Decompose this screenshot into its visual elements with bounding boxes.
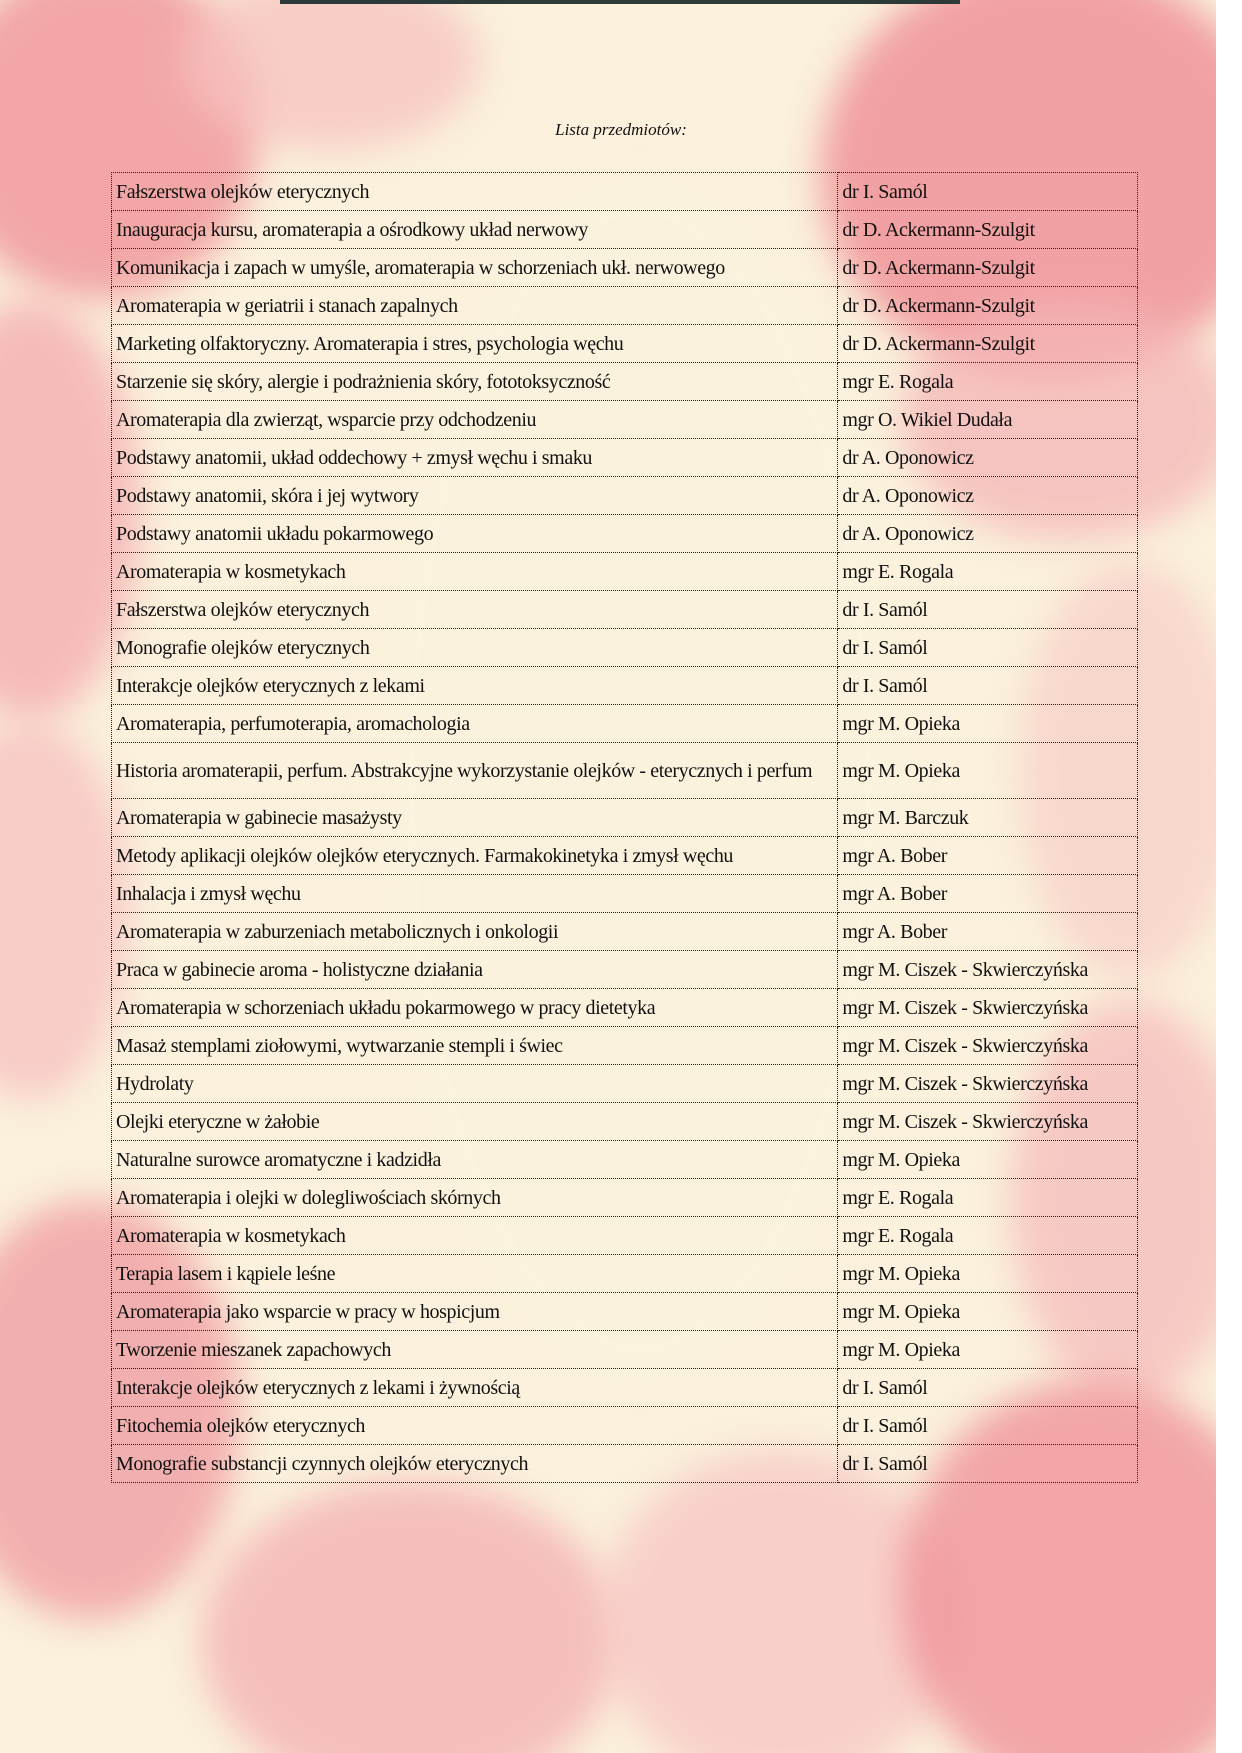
- lecturer-cell: mgr M. Opieka: [838, 743, 1138, 799]
- subject-cell: Aromaterapia w gabinecie masażysty: [112, 799, 838, 837]
- lecturer-cell: mgr M. Ciszek - Skwierczyńska: [838, 989, 1138, 1027]
- subject-cell: Masaż stemplami ziołowymi, wytwarzanie stempli i świec: [112, 1027, 838, 1065]
- table-row: [112, 1331, 1138, 1369]
- lecturer-cell: mgr E. Rogala: [838, 1179, 1138, 1217]
- lecturer-cell: mgr A. Bober: [838, 913, 1138, 951]
- subject-cell: Marketing olfaktoryczny. Aromaterapia i stres, psychologia węchu: [112, 325, 838, 363]
- subject-cell: Monografie substancji czynnych olejków eterycznych: [112, 1445, 838, 1483]
- table-row: [112, 287, 1138, 325]
- lecturer-cell: mgr O. Wikiel Dudała: [838, 401, 1138, 439]
- lecturer-cell: dr A. Oponowicz: [838, 515, 1138, 553]
- subject-cell: Podstawy anatomii układu pokarmowego: [112, 515, 838, 553]
- lecturer-cell: dr I. Samól: [838, 591, 1138, 629]
- subject-cell: Metody aplikacji olejków olejków eterycznych. Farmakokinetyka i zmysł węchu: [112, 837, 838, 875]
- subject-cell: Podstawy anatomii, układ oddechowy + zmysł węchu i smaku: [112, 439, 838, 477]
- subject-cell: Monografie olejków eterycznych: [112, 629, 838, 667]
- table-row: [112, 439, 1138, 477]
- subject-cell: Fałszerstwa olejków eterycznych: [112, 173, 838, 211]
- table-row: [112, 1103, 1138, 1141]
- lecturer-cell: mgr M. Opieka: [838, 705, 1138, 743]
- lecturer-cell: dr I. Samól: [838, 173, 1138, 211]
- lecturer-cell: dr I. Samól: [838, 1445, 1138, 1483]
- table-row: [112, 1027, 1138, 1065]
- subject-cell: Aromaterapia, perfumoterapia, aromachologia: [112, 705, 838, 743]
- lecturer-cell: dr A. Oponowicz: [838, 439, 1138, 477]
- table-row: [112, 553, 1138, 591]
- subject-cell: Aromaterapia w geriatrii i stanach zapalnych: [112, 287, 838, 325]
- subject-cell: Fałszerstwa olejków eterycznych: [112, 591, 838, 629]
- lecturer-cell: mgr M. Opieka: [838, 1293, 1138, 1331]
- subject-cell: Interakcje olejków eterycznych z lekami i żywnością: [112, 1369, 838, 1407]
- lecturer-cell: mgr M. Ciszek - Skwierczyńska: [838, 951, 1138, 989]
- table-row: [112, 591, 1138, 629]
- subject-cell: Podstawy anatomii, skóra i jej wytwory: [112, 477, 838, 515]
- table-row: [112, 1293, 1138, 1331]
- table-row: [112, 629, 1138, 667]
- table-row: [112, 837, 1138, 875]
- table-row: [112, 1255, 1138, 1293]
- lecturer-cell: mgr M. Ciszek - Skwierczyńska: [838, 1027, 1138, 1065]
- lecturer-cell: mgr A. Bober: [838, 837, 1138, 875]
- lecturer-cell: mgr A. Bober: [838, 875, 1138, 913]
- subject-cell: Interakcje olejków eterycznych z lekami: [112, 667, 838, 705]
- subjects-table: [111, 172, 1138, 1483]
- table-row: [112, 363, 1138, 401]
- table-row: [112, 667, 1138, 705]
- table-row: [112, 1445, 1138, 1483]
- subject-cell: Starzenie się skóry, alergie i podrażnienia skóry, fototoksyczność: [112, 363, 838, 401]
- subject-cell: Aromaterapia w kosmetykach: [112, 1217, 838, 1255]
- table-row: [112, 173, 1138, 211]
- lecturer-cell: dr D. Ackermann-Szulgit: [838, 325, 1138, 363]
- lecturer-cell: mgr M. Ciszek - Skwierczyńska: [838, 1103, 1138, 1141]
- lecturer-cell: mgr M. Opieka: [838, 1141, 1138, 1179]
- subject-cell: Historia aromaterapii, perfum. Abstrakcyjne wykorzystanie olejków - eterycznych i perfum: [112, 743, 838, 799]
- table-row: [112, 799, 1138, 837]
- table-row: [112, 401, 1138, 439]
- table-row: [112, 1217, 1138, 1255]
- lecturer-cell: dr I. Samól: [838, 1407, 1138, 1445]
- subject-cell: Aromaterapia w zaburzeniach metabolicznych i onkologii: [112, 913, 838, 951]
- subject-cell: Fitochemia olejków eterycznych: [112, 1407, 838, 1445]
- table-row: [112, 705, 1138, 743]
- subject-cell: Aromaterapia w kosmetykach: [112, 553, 838, 591]
- table-row: [112, 913, 1138, 951]
- lecturer-cell: dr D. Ackermann-Szulgit: [838, 287, 1138, 325]
- subject-cell: Praca w gabinecie aroma - holistyczne działania: [112, 951, 838, 989]
- table-row: [112, 1065, 1138, 1103]
- table-row: [112, 875, 1138, 913]
- subject-cell: Aromaterapia i olejki w dolegliwościach skórnych: [112, 1179, 838, 1217]
- table-row: [112, 1141, 1138, 1179]
- lecturer-cell: dr I. Samól: [838, 629, 1138, 667]
- table-row: [112, 211, 1138, 249]
- subject-cell: Aromaterapia w schorzeniach układu pokarmowego w pracy dietetyka: [112, 989, 838, 1027]
- lecturer-cell: mgr M. Ciszek - Skwierczyńska: [838, 1065, 1138, 1103]
- subject-cell: Terapia lasem i kąpiele leśne: [112, 1255, 838, 1293]
- subject-cell: Aromaterapia jako wsparcie w pracy w hospicjum: [112, 1293, 838, 1331]
- subject-cell: Inauguracja kursu, aromaterapia a ośrodkowy układ nerwowy: [112, 211, 838, 249]
- subject-cell: Aromaterapia dla zwierząt, wsparcie przy odchodzeniu: [112, 401, 838, 439]
- lecturer-cell: mgr M. Opieka: [838, 1331, 1138, 1369]
- lecturer-cell: dr I. Samól: [838, 1369, 1138, 1407]
- subject-cell: Olejki eteryczne w żałobie: [112, 1103, 838, 1141]
- page-title: Lista przedmiotów:: [555, 120, 687, 139]
- subject-cell: Tworzenie mieszanek zapachowych: [112, 1331, 838, 1369]
- lecturer-cell: dr I. Samól: [838, 667, 1138, 705]
- table-row: [112, 477, 1138, 515]
- table-row: [112, 951, 1138, 989]
- subject-cell: Inhalacja i zmysł węchu: [112, 875, 838, 913]
- table-row: [112, 1407, 1138, 1445]
- lecturer-cell: dr D. Ackermann-Szulgit: [838, 211, 1138, 249]
- lecturer-cell: mgr E. Rogala: [838, 553, 1138, 591]
- table-row: [112, 515, 1138, 553]
- lecturer-cell: mgr E. Rogala: [838, 1217, 1138, 1255]
- subject-cell: Komunikacja i zapach w umyśle, aromaterapia w schorzeniach ukł. nerwowego: [112, 249, 838, 287]
- subject-cell: Naturalne surowce aromatyczne i kadzidła: [112, 1141, 838, 1179]
- subject-cell: Hydrolaty: [112, 1065, 838, 1103]
- table-row: [112, 1369, 1138, 1407]
- lecturer-cell: dr A. Oponowicz: [838, 477, 1138, 515]
- table-row: [112, 1179, 1138, 1217]
- table-row: [112, 325, 1138, 363]
- lecturer-cell: dr D. Ackermann-Szulgit: [838, 249, 1138, 287]
- lecturer-cell: mgr M. Barczuk: [838, 799, 1138, 837]
- table-row: [112, 249, 1138, 287]
- lecturer-cell: mgr E. Rogala: [838, 363, 1138, 401]
- lecturer-cell: mgr M. Opieka: [838, 1255, 1138, 1293]
- table-row: [112, 989, 1138, 1027]
- table-row: [112, 743, 1138, 799]
